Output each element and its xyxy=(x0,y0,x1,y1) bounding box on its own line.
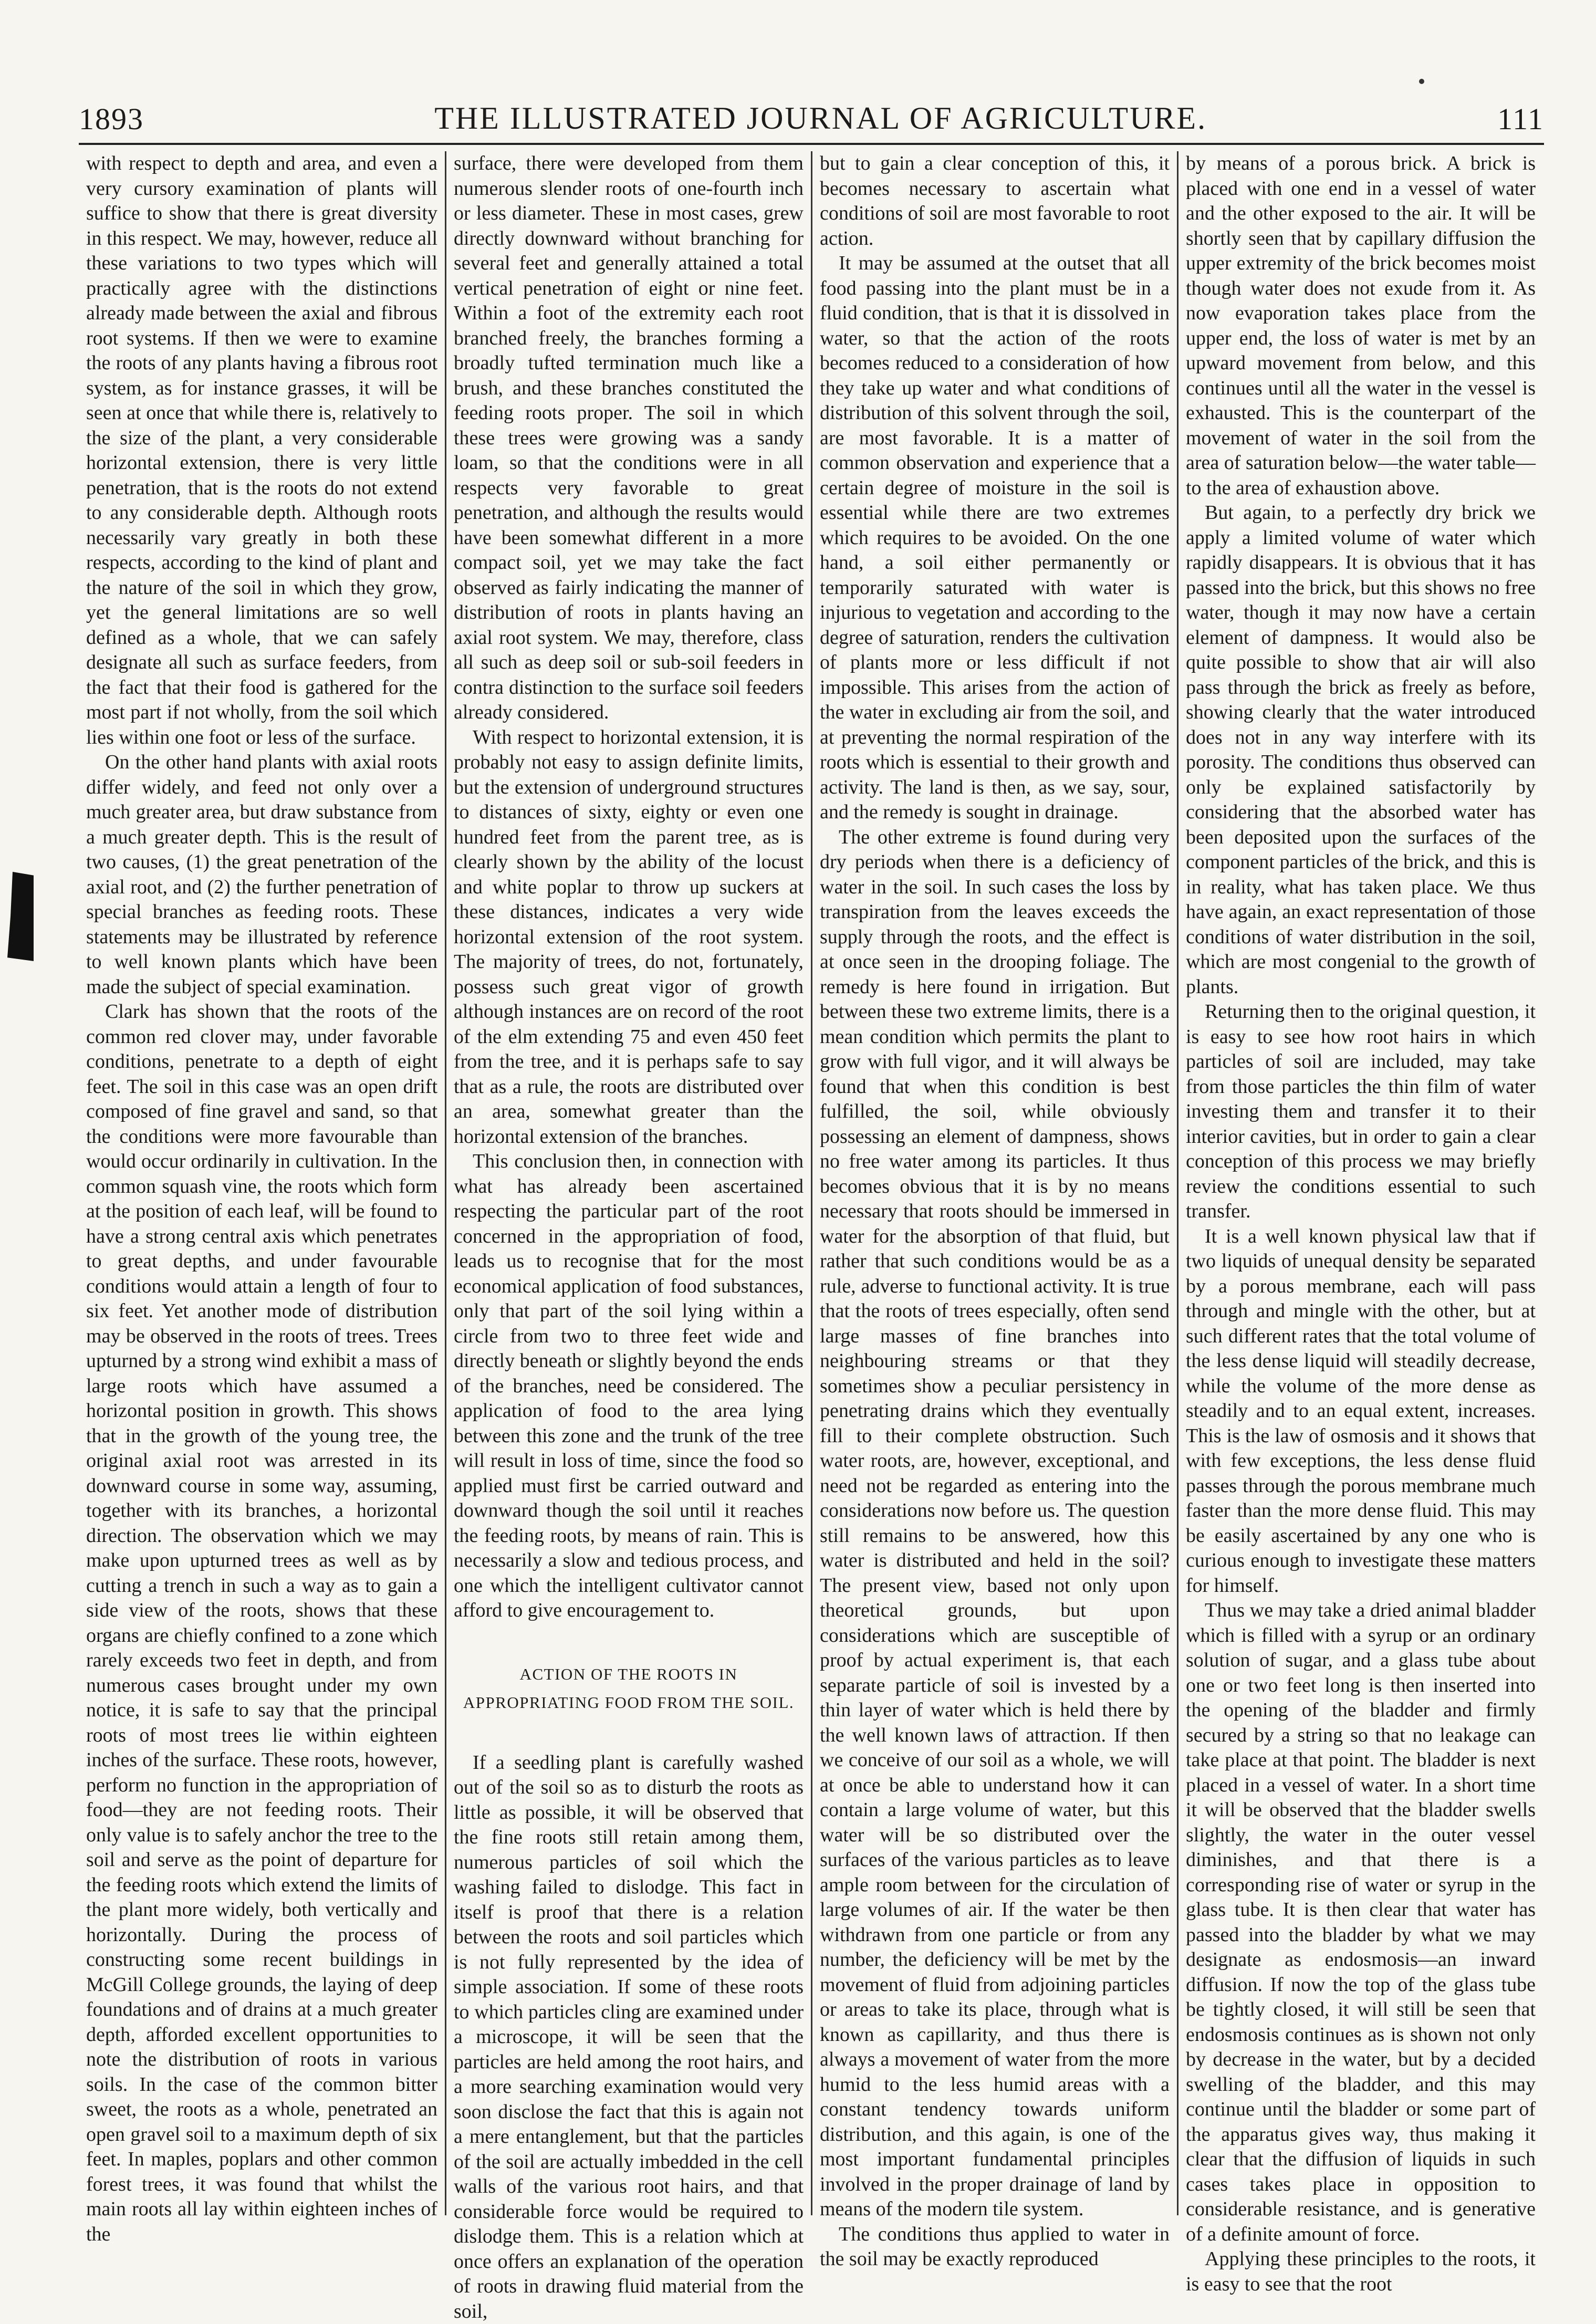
page-year: 1893 xyxy=(79,101,144,137)
paragraph: It may be assumed at the outset that all food passing into the plant must be in a fluid condition, that is that it is dissolved in water, so that the action of the roots becomes reduced to a consideration of how they take up water and what conditions of distribution of this solvent through the soil, are most favorable. It is a matter of common observation and experience that a certain degree of moisture in the soil is essential while there are two extremes which requires to be avoided. On the one hand, a soil either permanently or temporarily saturated with water is injurious to vegetation and according to the degree of saturation, renders the cultivation of plants more or less difficult if not impossible. This arises from the action of the water in excluding air from the soil, and at preventing the normal respiration of the roots which is essential to their growth and activity. The land is then, as we say, sour, and the remedy is sought in drainage. xyxy=(820,251,1170,825)
paragraph: The conditions thus applied to water in the soil may be exactly reproduced xyxy=(820,2222,1170,2272)
paragraph: by means of a porous brick. A brick is placed with one end in a vessel of water and the other exposed to the air. It will be shortly seen that by capillary diffusion the upper extremity of the brick becomes moist though water does not exude from it. As now evaporation takes place from the upper end, the loss of water is met by an upward movement from below, and this continues until all the water in the vessel is exhausted. This is the counterpart of the movement of water in the soil from the area of saturation below—the water table—to the area of exhaustion above. xyxy=(1186,151,1536,501)
paragraph: Clark has shown that the roots of the common red clover may, under favorable conditions, penetrate to a depth of eight feet. The soil in this case was an open drift composed of fine gravel and sand, so that the conditions were more favourable than would occur ordinarily in cultivation. In the common squash vine, the roots which form at the position of each leaf, will be found to have a strong central axis which penetrates to great depths, and under favourable conditions would attain a length of four to six feet. Yet another mode of distribution may be observed in the roots of trees. Trees upturned by a strong wind exhibit a mass of large roots which have assumed a horizontal position in growth. This shows that in the growth of the young tree, the original axial root was arrested in its downward course in some way, assuming, together with its branches, a horizontal direction. The observation which we may make upon upturned trees as well as by cutting a trench in such a way as to gain a side view of the roots, shows that these organs are chiefly confined to a zone which rarely exceeds two feet in depth, and from numerous cases brought under my own notice, it is safe to say that the principal roots of most trees lie within eighteen inches of the surface. These roots, however, perform no function in the appropriation of food—they are not feeding roots. Their only value is to safely anchor the tree to the soil and serve as the point of departure for the feeding roots which extend the limits of the plant more widely, both vertically and horizontally. During the process of constructing some recent buildings in McGill College grounds, the laying of deep foundations and of drains at a much greater depth, afforded excellent opportunities to note the distribution of roots in various soils. In the case of the common bitter sweet, the roots as a whole, penetrated an open gravel soil to a maximum depth of six feet. In maples, poplars and other common forest trees, it was found that whilst the main roots all lay within eighteen inches of the xyxy=(86,999,437,2247)
column-2 xyxy=(445,151,811,2215)
journal-title: THE ILLUSTRATED JOURNAL OF AGRICULTURE. xyxy=(434,100,1207,137)
paragraph: But again, to a perfectly dry brick we apply a limited volume of water which rapidly disappears. It is obvious that it has passed into the brick, but this shows no free water, though it may now have a certain element of dampness. It would also be quite possible to show that air will also pass through the brick as freely as before, showing clearly that the water introduced does not in any way interfere with its porosity. The conditions thus observed can only be explained satisfactorily by considering that the absorbed water has been deposited upon the surfaces of the component particles of the brick, and this is in reality, what has taken place. We thus have again, an exact representation of those conditions of water distribution in the soil, which are most congenial to the growth of plants. xyxy=(1186,501,1536,999)
ink-speck xyxy=(1419,79,1424,84)
column-4 xyxy=(1177,151,1543,2215)
column-3 xyxy=(811,151,1177,2215)
paragraph: Thus we may take a dried animal bladder which is filled with a syrup or an ordinary solution of sugar, and a glass tube about one or two feet long is then inserted into the opening of the bladder and firmly secured by a string so that no leakage can take place at that point. The bladder is next placed in a vessel of water. In a short time it will be observed that the bladder swells slightly, the water in the outer vessel diminishes, and that there is a corresponding rise of water or syrup in the glass tube. It is then clear that water has passed into the bladder by what we may designate as endosmosis—an inward diffusion. If now the top of the glass tube be tightly closed, it will still be seen that endosmosis continues as is shown not only by decrease in the water, but by a decided swelling of the bladder, and this may continue until the bladder or some part of the apparatus gives way, thus making it clear that the diffusion of liquids in such cases takes place in opposition to considerable resistance, and is generative of a definite amount of force. xyxy=(1186,1598,1536,2247)
paragraph: The other extreme is found during very dry periods when there is a deficiency of water in the soil. In such cases the loss by transpiration from the leaves exceeds the supply through the roots, and the effect is at once seen in the drooping foliage. The remedy is here found in irrigation. But between these two extreme limits, there is a mean condition which permits the plant to grow with full vigor, and it will always be found that when this condition is best fulfilled, the soil, while obviously possessing an element of dampness, shows no free water among its particles. It thus becomes obvious that it is by no means necessary that roots should be immersed in water for the absorption of that fluid, but rather that such conditions would be as a rule, adverse to functional activity. It is true that the roots of trees especially, often send large masses of fine branches into neighbouring streams or that they sometimes show a peculiar persistency in penetrating drains which they eventually fill to their complete obstruction. Such water roots, are, however, exceptional, and need not be regarded as entering into the considerations now before us. The question still remains to be answered, how this water is distributed and held in the soil? The present view, based not only upon theoretical grounds, but upon considerations which are susceptible of proof by actual experiment is, that each separate particle of soil is invested by a thin layer of water which is held there by the well known laws of attraction. If then we conceive of our soil as a whole, we will at once be able to understand how it can contain a large volume of water, but this water will be so distributed over the surfaces of the various particles as to leave ample room between for the circulation of large volumes of air. If the water be then withdrawn from one particle or from any number, the deficiency will be met by the movement of fluid from adjoining particles or areas to take its place, through what is known as capillarity, and thus there is always a movement of water from the more humid to the less humid areas with a constant tendency towards uniform distribution, and this again, is one of the most important fundamental principles involved in the proper drainage of land by means of the modern tile system. xyxy=(820,825,1170,2222)
paragraph: Returning then to the original question, it is easy to see how root hairs in which particles of soil are included, may take from those particles the thin film of water investing them and transfer it to their interior cavities, but in order to gain a clear conception of this process we may briefly review the conditions essential to such transfer. xyxy=(1186,999,1536,1224)
article-body xyxy=(79,151,1544,2215)
ink-blot xyxy=(7,872,34,961)
paragraph: It is a well known physical law that if two liquids of unequal density be separated by a porous membrane, each will pass through and mingle with the other, but at such different rates that the total volume of the less dense liquid will steadily decrease, while the volume of the more dense as steadily and to an equal extent, increases. This is the law of osmosis and it shows that with few exceptions, the less dense fluid passes through the porous membrane much faster than the more dense fluid. This may be easily ascertained by any one who is curious enough to investigate these matters for himself. xyxy=(1186,1224,1536,1599)
paragraph: On the other hand plants with axial roots differ widely, and feed not only over a much greater area, but draw substance from a much greater depth. This is the result of two causes, (1) the great penetration of the axial root, and (2) the further penetration of special branches as feeding roots. These statements may be illustrated by reference to well known plants which have been made the subject of special examination. xyxy=(86,750,437,999)
section-heading: ACTION OF THE ROOTS IN APPROPRIATING FOOD FROM THE SOIL. xyxy=(454,1660,804,1717)
header-rule xyxy=(79,143,1544,145)
paragraph: surface, there were developed from them numerous slender roots of one-fourth inch or less diameter. These in most cases, grew directly downward without branching for several feet and generally attained a total vertical penetration of eight or nine feet. Within a foot of the extremity each root branched freely, the branches forming a broadly tufted termination much like a brush, and these branches constituted the feeding roots proper. The soil in which these trees were growing was a sandy loam, so that the conditions were in all respects very favorable to great penetration, and although the results would have been somewhat different in a more compact soil, yet we may take the fact observed as fairly indicating the manner of distribution of roots in plants having an axial root system. We may, therefore, class all such as deep soil or sub-soil feeders in contra distinction to the surface soil feeders already considered. xyxy=(454,151,804,725)
page-header xyxy=(79,79,1544,137)
column-1 xyxy=(79,151,445,2215)
paragraph: with respect to depth and area, and even a very cursory examination of plants will suffice to show that there is great diversity in this respect. We may, however, reduce all these variations to two types which will practically agree with the distinctions already made between the axial and fibrous root systems. If then we were to examine the roots of any plants having a fibrous root system, as for instance grasses, it will be seen at once that while there is, relatively to the size of the plant, a very considerable horizontal extension, there is very little penetration, that is the roots do not extend to any considerable depth. Although roots necessarily vary greatly in both these respects, according to the kind of plant and the nature of the soil in which they grow, yet the general limitations are so well defined as a whole, that we can safely designate all such as surface feeders, from the fact that their food is gathered for the most part if not wholly, from the soil which lies within one foot or less of the surface. xyxy=(86,151,437,750)
paragraph: Applying these principles to the roots, it is easy to see that the root xyxy=(1186,2247,1536,2297)
paragraph: With respect to horizontal extension, it is probably not easy to assign definite limits, but the extension of underground structures to distances of sixty, eighty or even one hundred feet from the parent tree, as is clearly shown by the ability of the locust and white poplar to throw up suckers at these distances, indicates a very wide horizontal extension of the root system. The majority of trees, do not, fortunately, possess such great vigor of growth although instances are on record of the root of the elm extending 75 and even 450 feet from the tree, and it is perhaps safe to say that as a rule, the roots are distributed over an area, somewhat greater than the horizontal extension of the branches. xyxy=(454,725,804,1150)
paragraph: If a seedling plant is carefully washed out of the soil so as to disturb the roots as little as possible, it will be observed that the fine roots still retain among them, numerous particles of soil which the washing failed to dislodge. This fact in itself is proof that there is a relation between the roots and soil particles which is not fully represented by the idea of simple association. If some of these roots to which particles cling are examined under a microscope, it will be seen that the particles are held among the root hairs, and a more searching examination would very soon disclose the fact that this is again not a mere entanglement, but that the particles of the soil are actually imbedded in the cell walls of the various root hairs, and that considerable force would be required to dislodge them. This is a relation which at once offers an explanation of the operation of roots in drawing fluid material from the soil, xyxy=(454,1750,804,2324)
page-number: 111 xyxy=(1497,101,1544,137)
paragraph: but to gain a clear conception of this, it becomes necessary to ascertain what conditions of soil are most favorable to root action. xyxy=(820,151,1170,251)
paragraph: This conclusion then, in connection with what has already been ascertained respecting the particular part of the root concerned in the appropriation of food, leads us to recognise that for the most economical application of food substances, only that part of the soil lying within a circle from two to three feet wide and directly beneath or slightly beyond the ends of the branches, need be considered. The application of food to the area lying between this zone and the trunk of the tree will result in loss of time, since the food so applied must first be carried outward and downward though the soil until it reaches the feeding roots, by means of rain. This is necessarily a slow and tedious process, and one which the intelligent cultivator cannot afford to give encouragement to. xyxy=(454,1149,804,1623)
